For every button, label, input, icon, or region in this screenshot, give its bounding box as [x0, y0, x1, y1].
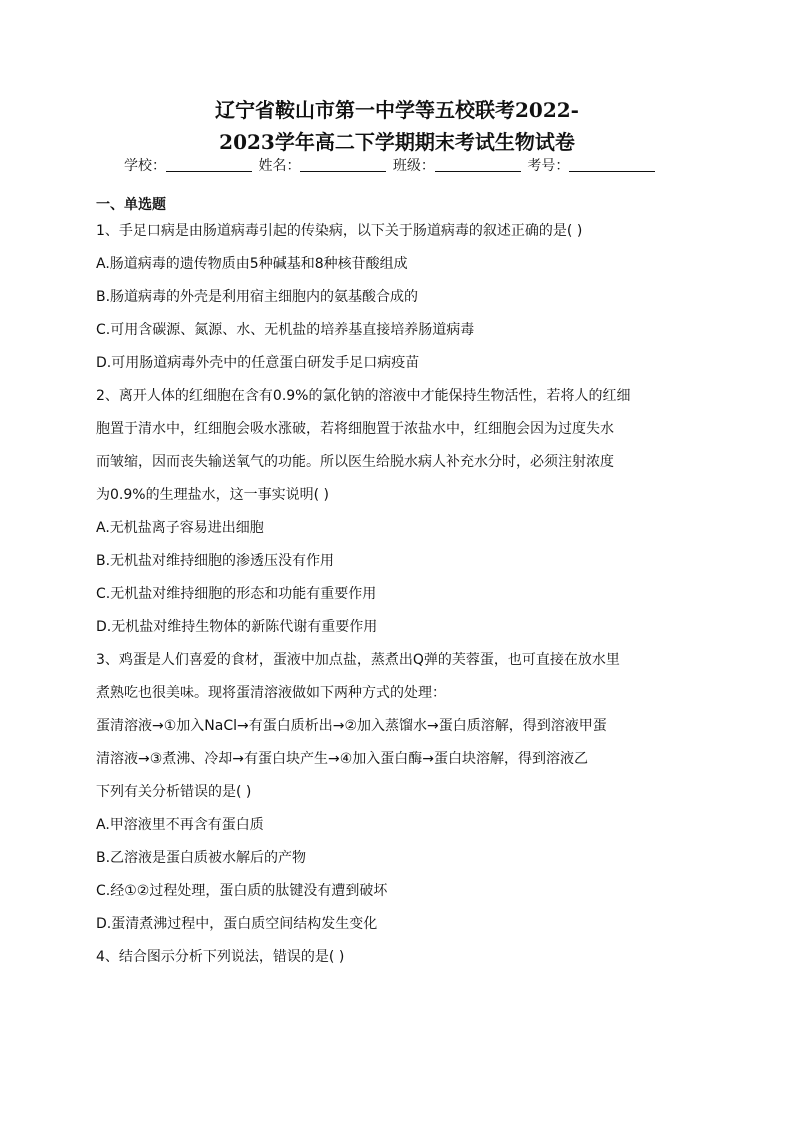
question-2-option-b: B.无机盐对维持细胞的渗透压没有作用	[96, 553, 335, 569]
question-2-stem-line-1: 2、离开人体的红细胞在含有0.9%的氯化钠的溶液中才能保持生物活性，若将人的红细	[96, 388, 631, 404]
school-field[interactable]	[124, 154, 254, 178]
question-2-option-a: A.无机盐离子容易进出细胞	[96, 520, 264, 536]
question-2-option-d: D.无机盐对维持生物体的新陈代谢有重要作用	[96, 619, 378, 635]
question-2-stem-line-4: 为0.9%的生理盐水，这一事实说明( )	[96, 487, 329, 503]
exam-number-label: 考号：	[527, 158, 570, 174]
exam-number-field[interactable]	[527, 154, 657, 178]
name-label: 姓名：	[258, 158, 301, 174]
question-3-option-a: A.甲溶液里不再含有蛋白质	[96, 817, 264, 833]
question-1-option-c: C.可用含碳源、氮源、水、无机盐的培养基直接培养肠道病毒	[96, 322, 475, 338]
question-3-stem-line-4: 清溶液→③煮沸、冷却→有蛋白块产生→④加入蛋白酶→蛋白块溶解，得到溶液乙	[96, 751, 589, 767]
class-label: 班级：	[392, 158, 435, 174]
question-1-option-d: D.可用肠道病毒外壳中的任意蛋白研发手足口病疫苗	[96, 355, 420, 371]
questions-content	[96, 215, 700, 974]
class-field[interactable]	[393, 154, 523, 178]
question-2-stem-line-2: 胞置于清水中，红细胞会吸水涨破，若将细胞置于浓盐水中，红细胞会因为过度失水	[96, 421, 614, 437]
school-blank[interactable]	[166, 155, 252, 172]
class-blank[interactable]	[435, 155, 521, 172]
question-1-stem: 1、手足口病是由肠道病毒引起的传染病，以下关于肠道病毒的叙述正确的是( )	[96, 223, 583, 239]
question-2-stem-line-3: 而皱缩，因而丧失输送氧气的功能。所以医生给脱水病人补充水分时，必须注射浓度	[96, 454, 614, 470]
exam-title-line-1: 辽宁省鞍山市第一中学等五校联考2022-	[215, 98, 579, 122]
school-label: 学校：	[124, 158, 166, 174]
section-title: 一、单选题	[96, 197, 166, 213]
question-3-option-c: C.经①②过程处理，蛋白质的肽键没有遭到破坏	[96, 883, 388, 899]
exam-number-blank[interactable]	[569, 155, 655, 172]
name-blank[interactable]	[300, 155, 386, 172]
question-3-stem-line-2: 煮熟吃也很美味。现将蛋清溶液做如下两种方式的处理：	[96, 685, 446, 701]
student-info-row	[124, 154, 684, 178]
exam-title-line-2: 2023学年高二下学期期末考试生物试卷	[219, 130, 575, 154]
question-3-option-d: D.蛋清煮沸过程中，蛋白质空间结构发生变化	[96, 916, 378, 932]
question-3-stem-line-1: 3、鸡蛋是人们喜爱的食材，蛋液中加点盐，蒸煮出Q弹的芙蓉蛋，也可直接在放水里	[96, 652, 620, 668]
question-3-stem-line-5: 下列有关分析错误的是( )	[96, 784, 252, 800]
question-4-stem: 4、结合图示分析下列说法，错误的是( )	[96, 949, 345, 965]
question-3-option-b: B.乙溶液是蛋白质被水解后的产物	[96, 850, 307, 866]
question-1-option-a: A.肠道病毒的遗传物质由5种碱基和8种核苷酸组成	[96, 256, 408, 272]
name-field[interactable]	[258, 154, 388, 178]
question-2-option-c: C.无机盐对维持细胞的形态和功能有重要作用	[96, 586, 377, 602]
question-3-stem-line-3: 蛋清溶液→①加入NaCl→有蛋白质析出→②加入蒸馏水→蛋白质溶解，得到溶液甲蛋	[96, 718, 607, 734]
question-1-option-b: B.肠道病毒的外壳是利用宿主细胞内的氨基酸合成的	[96, 289, 419, 305]
